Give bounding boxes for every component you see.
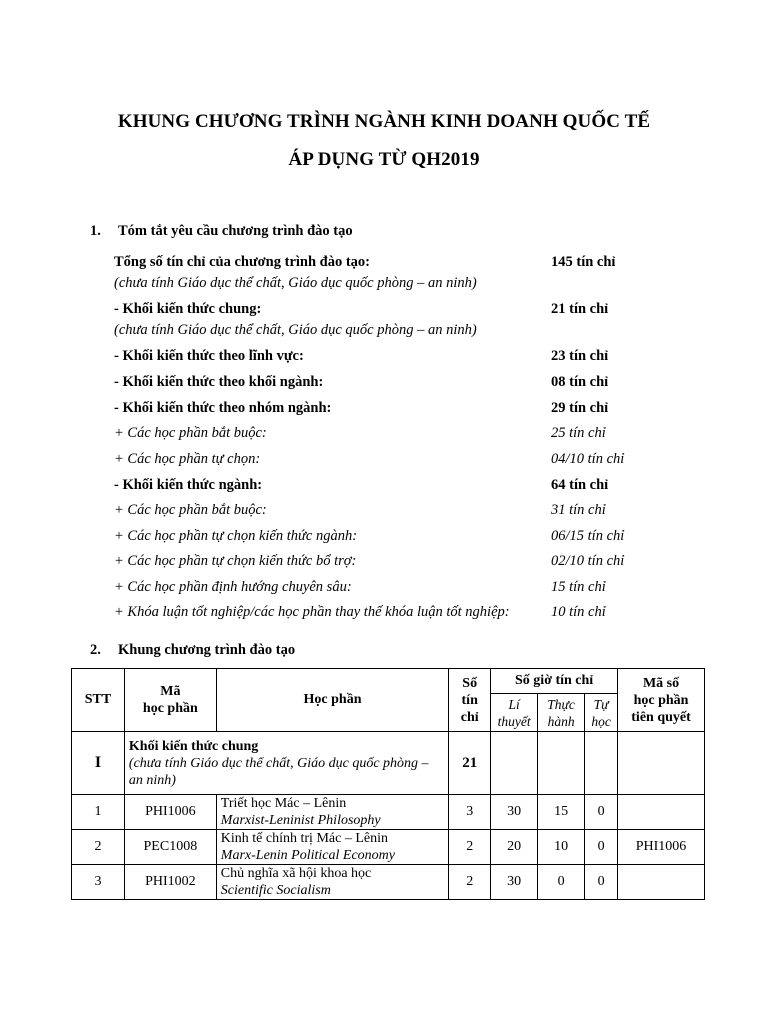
- group-prereq: [618, 732, 705, 795]
- curriculum-table: [71, 668, 705, 900]
- section-2-title: Khung chương trình đào tạo: [118, 642, 296, 658]
- header-theory-line2: thuyết: [497, 713, 531, 729]
- req-label: + Các học phần tự chọn:: [114, 451, 261, 467]
- row-name-en: Marx-Lenin Political Economy: [220, 848, 395, 863]
- section-1-number: 1.: [90, 223, 101, 239]
- header-practice-line2: hành: [547, 713, 575, 729]
- section-1-heading: [90, 223, 353, 240]
- req-label: - Khối kiến thức theo nhóm ngành:: [114, 400, 332, 416]
- row-prereq: [618, 865, 705, 900]
- group-name-cell: [124, 732, 448, 795]
- row-stt: 2: [72, 830, 125, 865]
- header-credits-line2: tín: [461, 692, 478, 708]
- header-credits-line3: chỉ: [460, 709, 479, 725]
- section-2-number: 2.: [90, 642, 101, 658]
- req-label: + Các học phần bắt buộc:: [114, 425, 267, 441]
- req-value: 23 tín chỉ: [551, 348, 609, 364]
- req-label: + Các học phần tự chọn kiến thức ngành:: [114, 528, 358, 544]
- req-value: 10 tín chỉ: [551, 604, 606, 620]
- group-note: (chưa tính Giáo dục thể chất, Giáo dục quốc phòng – an ninh): [128, 755, 429, 788]
- header-self-line1: Tự: [593, 696, 609, 712]
- document-subtitle: ÁP DỤNG TỪ QH2019: [288, 149, 480, 170]
- header-theory-line1: Lí: [508, 696, 520, 712]
- req-label: + Các học phần định hướng chuyên sâu:: [114, 579, 352, 595]
- req-value: 145 tín chỉ: [551, 254, 616, 270]
- header-credits: [449, 669, 491, 732]
- req-label: + Các học phần bắt buộc:: [114, 502, 267, 518]
- row-code: PEC1008: [124, 830, 216, 865]
- req-value: 15 tín chỉ: [551, 579, 606, 595]
- row-name: [216, 830, 448, 865]
- header-self-line2: học: [591, 713, 611, 729]
- section-2-heading: [90, 642, 295, 659]
- header-code-line1: Mã: [160, 684, 181, 699]
- req-value: 64 tín chỉ: [551, 477, 609, 493]
- row-name-vi: Kinh tế chính trị Mác – Lênin: [220, 831, 388, 846]
- header-theory: [491, 694, 538, 732]
- row-theory: 30: [491, 865, 538, 900]
- header-course: Học phần: [216, 669, 448, 732]
- header-prerequisite: [618, 669, 705, 732]
- row-practice: 15: [538, 795, 585, 830]
- req-note: (chưa tính Giáo dục thể chất, Giáo dục quốc phòng – an ninh): [114, 275, 477, 291]
- req-note: (chưa tính Giáo dục thể chất, Giáo dục quốc phòng – an ninh): [114, 322, 477, 338]
- header-practice: [538, 694, 585, 732]
- row-name: [216, 795, 448, 830]
- row-code: PHI1002: [124, 865, 216, 900]
- row-name-en: Marxist-Leninist Philosophy: [220, 813, 381, 828]
- table-row: [72, 795, 705, 830]
- table-group-row: [72, 732, 705, 795]
- header-credits-line1: Số: [462, 675, 478, 691]
- req-value: 31 tín chỉ: [551, 502, 606, 518]
- group-stt: I: [72, 732, 125, 795]
- req-value: 04/10 tín chỉ: [551, 451, 625, 467]
- row-stt: 1: [72, 795, 125, 830]
- header-prereq-line1: Mã số: [642, 675, 680, 691]
- header-hours: Số giờ tín chỉ: [491, 669, 618, 694]
- header-practice-line1: Thực: [547, 696, 575, 712]
- row-name-en: Scientific Socialism: [220, 883, 331, 898]
- row-practice: 10: [538, 830, 585, 865]
- row-theory: 20: [491, 830, 538, 865]
- req-label: Tổng số tín chỉ của chương trình đào tạo:: [114, 254, 371, 270]
- row-stt: 3: [72, 865, 125, 900]
- req-value: 21 tín chỉ: [551, 301, 609, 317]
- document-title: KHUNG CHƯƠNG TRÌNH NGÀNH KINH DOANH QUỐC TẾ: [117, 111, 651, 132]
- req-value: 02/10 tín chỉ: [551, 553, 625, 569]
- row-credits: 2: [449, 865, 491, 900]
- group-practice: [538, 732, 585, 795]
- row-credits: 3: [449, 795, 491, 830]
- req-label: - Khối kiến thức chung:: [114, 301, 262, 317]
- req-value: 06/15 tín chỉ: [551, 528, 625, 544]
- req-value: 29 tín chỉ: [551, 400, 609, 416]
- header-self-study: [585, 694, 618, 732]
- req-value: 25 tín chỉ: [551, 425, 606, 441]
- table-row: [72, 830, 705, 865]
- header-course-code: [124, 669, 216, 732]
- row-name-vi: Triết học Mác – Lênin: [220, 796, 347, 811]
- table-row: [72, 865, 705, 900]
- req-label: + Các học phần tự chọn kiến thức bổ trợ:: [114, 553, 357, 569]
- row-self: 0: [585, 795, 618, 830]
- row-name-vi: Chủ nghĩa xã hội khoa học: [220, 866, 372, 881]
- req-label: + Khóa luận tốt nghiệp/các học phần thay thế khóa luận tốt nghiệp:: [114, 604, 510, 620]
- group-theory: [491, 732, 538, 795]
- req-label: - Khối kiến thức theo khối ngành:: [114, 374, 324, 390]
- row-credits: 2: [449, 830, 491, 865]
- table-header-row: [72, 669, 705, 694]
- header-prereq-line2: học phần: [633, 692, 689, 708]
- req-label: - Khối kiến thức ngành:: [114, 477, 263, 493]
- req-value: 08 tín chỉ: [551, 374, 609, 390]
- header-code-line2: học phần: [142, 701, 198, 716]
- row-theory: 30: [491, 795, 538, 830]
- req-label: - Khối kiến thức theo lĩnh vực:: [114, 348, 304, 364]
- header-stt: STT: [72, 669, 125, 732]
- group-credits: 21: [449, 732, 491, 795]
- group-self: [585, 732, 618, 795]
- section-1-title: Tóm tắt yêu cầu chương trình đào tạo: [118, 223, 353, 239]
- row-name: [216, 865, 448, 900]
- row-self: 0: [585, 830, 618, 865]
- group-name: Khối kiến thức chung: [128, 738, 259, 754]
- row-self: 0: [585, 865, 618, 900]
- row-practice: 0: [538, 865, 585, 900]
- row-prereq: PHI1006: [618, 830, 705, 865]
- row-code: PHI1006: [124, 795, 216, 830]
- header-prereq-line3: tiên quyết: [631, 709, 691, 725]
- row-prereq: [618, 795, 705, 830]
